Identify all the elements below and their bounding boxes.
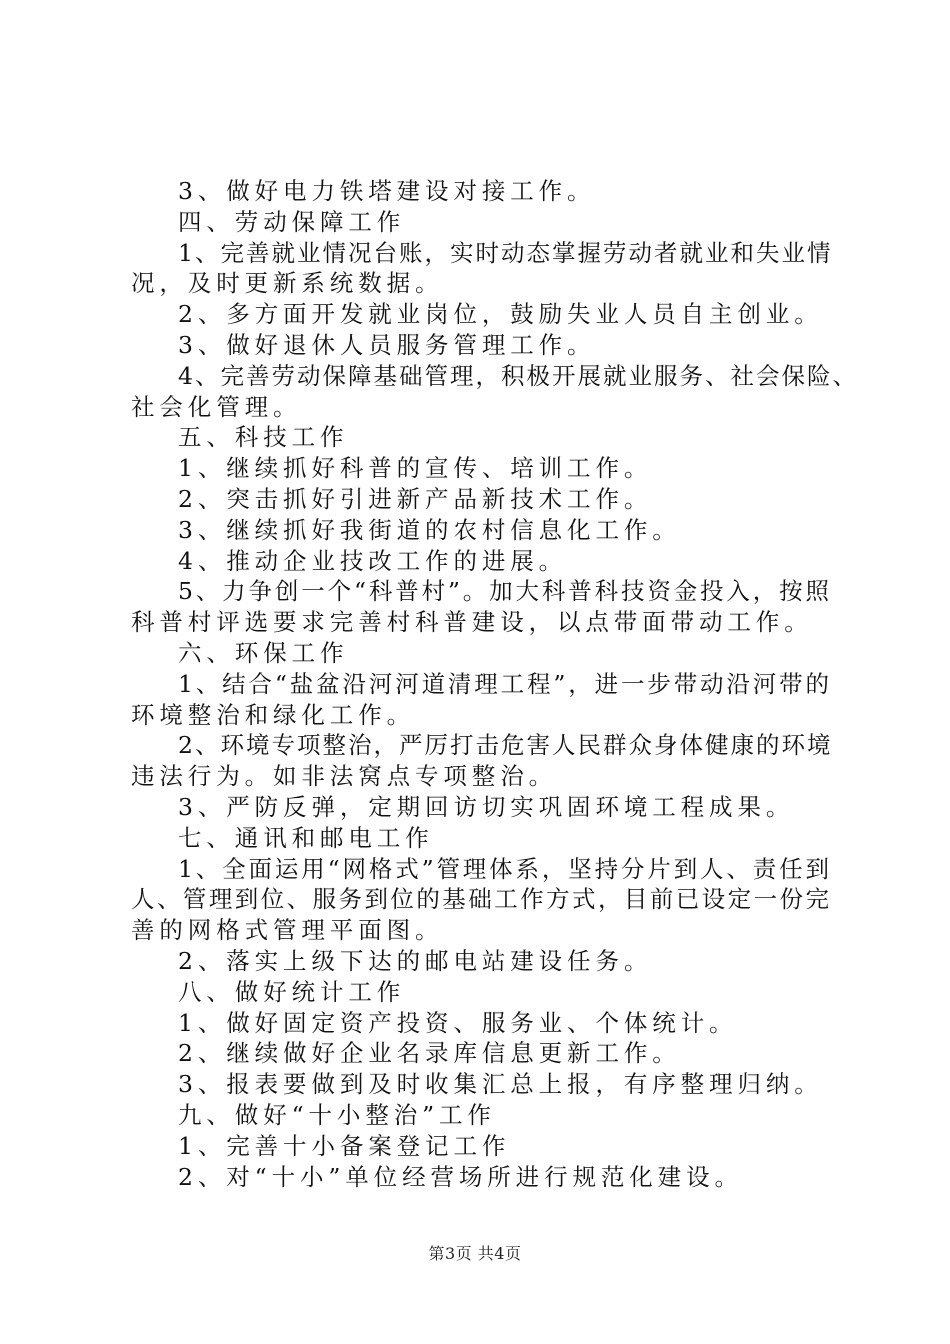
text-line: 3、报表要做到及时收集汇总上报，有序整理归纳。 — [178, 1070, 823, 1099]
text-line: 善的网格式管理平面图。 — [131, 916, 444, 945]
text-line: 1、完善十小备案登记工作 — [178, 1131, 511, 1160]
text-line: 五、科技工作 — [178, 423, 349, 452]
text-line: 5、力争创一个“科普村”。加大科普科技资金投入，按照 — [178, 577, 831, 606]
text-line: 九、做好“十小整治”工作 — [178, 1100, 496, 1129]
text-line: 2、对“十小”单位经营场所进行规范化建设。 — [178, 1162, 743, 1191]
text-line: 3、继续抓好我街道的农村信息化工作。 — [178, 515, 681, 544]
text-line: 2、落实上级下达的邮电站建设任务。 — [178, 946, 653, 975]
text-line: 1、做好固定资产投资、服务业、个体统计。 — [178, 1008, 738, 1037]
text-line: 六、环保工作 — [178, 638, 349, 667]
text-line: 3、做好电力铁塔建设对接工作。 — [178, 177, 596, 205]
text-line: 社会化管理。 — [131, 392, 302, 421]
text-line: 4、推动企业技改工作的进展。 — [178, 546, 568, 575]
text-line: 环境整治和绿化工作。 — [131, 700, 415, 729]
text-line: 1、结合“盐盆沿河河道清理工程”，进一步带动沿河带的 — [178, 669, 831, 698]
text-line: 人、管理到位、服务到位的基础工作方式，目前已设定一份完 — [131, 885, 831, 914]
text-line: 1、全面运用“网格式”管理体系，坚持分片到人、责任到 — [178, 854, 831, 883]
page-footer: 第3页 共4页 — [428, 1244, 522, 1263]
text-line: 2、多方面开发就业岗位，鼓励失业人员自主创业。 — [178, 300, 823, 329]
text-line: 况，及时更新系统数据。 — [131, 269, 444, 298]
text-line: 七、通讯和邮电工作 — [178, 823, 434, 852]
text-line: 违法行为。如非法窝点专项整治。 — [131, 762, 557, 791]
text-line: 科普村评选要求完善村科普建设，以点带面带动工作。 — [131, 608, 813, 637]
text-line: 2、突击抓好引进新产品新技术工作。 — [178, 484, 653, 513]
text-line: 1、继续抓好科普的宣传、培训工作。 — [178, 454, 653, 483]
text-line: 4、完善劳动保障基础管理，积极开展就业服务、社会保险、 — [178, 361, 858, 390]
text-line: 1、完善就业情况台账，实时动态掌握劳动者就业和失业情 — [178, 238, 833, 267]
text-line: 四、劳动保障工作 — [178, 207, 406, 236]
text-line: 3、做好退休人员服务管理工作。 — [178, 330, 596, 359]
document-body — [131, 176, 858, 1192]
text-line: 2、环境专项整治，严厉打击危害人民群众身体健康的环境 — [178, 731, 833, 760]
text-line: 3、严防反弹，定期回访切实巩固环境工程成果。 — [178, 792, 795, 821]
text-line: 八、做好统计工作 — [178, 977, 406, 1006]
text-line: 2、继续做好企业名录库信息更新工作。 — [178, 1039, 681, 1068]
